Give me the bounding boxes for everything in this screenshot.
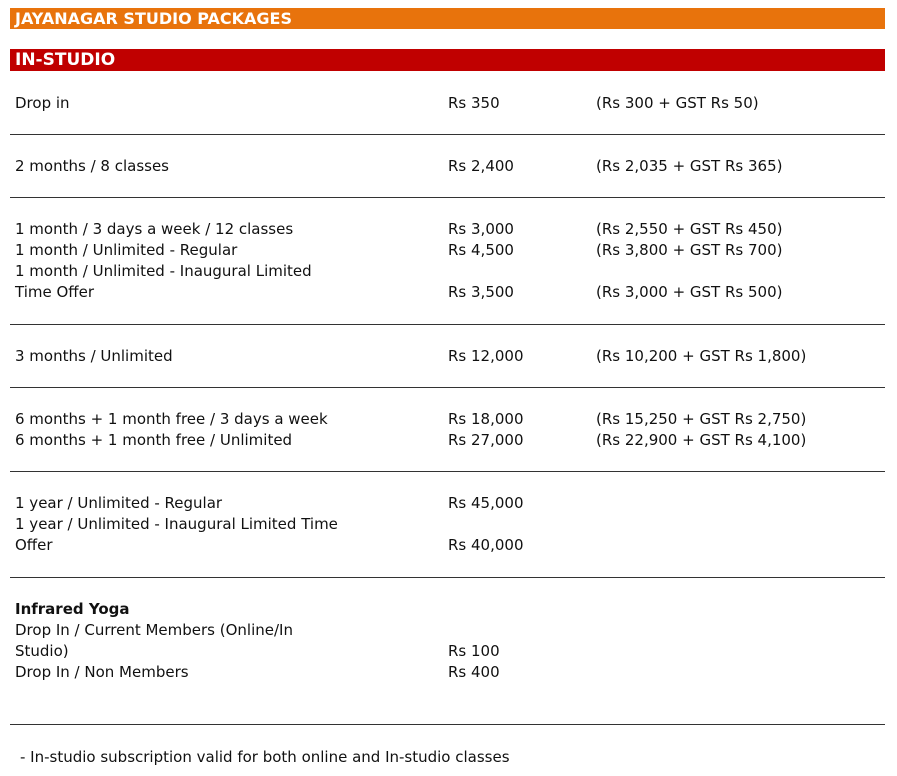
package-name: Drop in — [15, 94, 70, 112]
infrared-yoga-heading: Infrared Yoga — [15, 600, 130, 618]
divider — [10, 197, 885, 198]
package-names: 6 months + 1 month free / 3 days a week 6 months + 1 month free / Unlimited — [15, 410, 328, 449]
price-breakdowns: (Rs 2,550 + GST Rs 450) (Rs 3,800 + GST Rs 700) (Rs 3,000 + GST Rs 500) — [596, 220, 783, 301]
page-title: JAYANAGAR STUDIO PACKAGES — [15, 9, 293, 28]
divider — [10, 134, 885, 135]
price-breakdown: (Rs 2,035 + GST Rs 365) — [596, 157, 783, 175]
footnote: - In-studio subscription valid for both online and In-studio classes — [20, 748, 510, 766]
package-names: 1 month / 3 days a week / 12 classes 1 month / Unlimited - Regular 1 month / Unlimited - Inaugural Limited Time Offer — [15, 220, 312, 301]
package-names: Infrared Yoga Drop In / Current Members (Online/In Studio) Drop In / Non Members — [15, 599, 443, 683]
divider — [10, 577, 885, 578]
package-prices: Rs 100 Rs 400 — [448, 642, 500, 681]
section-title: IN-STUDIO — [15, 50, 116, 70]
package-prices: Rs 45,000 Rs 40,000 — [448, 494, 524, 554]
section-header-bar — [10, 49, 885, 71]
package-price: Rs 350 — [448, 94, 500, 112]
divider — [10, 724, 885, 725]
page-title-bar — [10, 8, 885, 29]
price-breakdowns: (Rs 15,250 + GST Rs 2,750) (Rs 22,900 + GST Rs 4,100) — [596, 410, 807, 449]
price-breakdown: (Rs 10,200 + GST Rs 1,800) — [596, 347, 807, 365]
package-prices: Rs 3,000 Rs 4,500 Rs 3,500 — [448, 220, 514, 301]
package-names: 1 year / Unlimited - Regular 1 year / Unlimited - Inaugural Limited Time Offer — [15, 494, 338, 554]
package-price: Rs 2,400 — [448, 157, 514, 175]
divider — [10, 387, 885, 388]
package-name: 2 months / 8 classes — [15, 157, 169, 175]
package-price: Rs 12,000 — [448, 347, 524, 365]
price-breakdown: (Rs 300 + GST Rs 50) — [596, 94, 759, 112]
package-name: 3 months / Unlimited — [15, 347, 173, 365]
package-prices: Rs 18,000 Rs 27,000 — [448, 410, 524, 449]
divider — [10, 324, 885, 325]
divider — [10, 471, 885, 472]
